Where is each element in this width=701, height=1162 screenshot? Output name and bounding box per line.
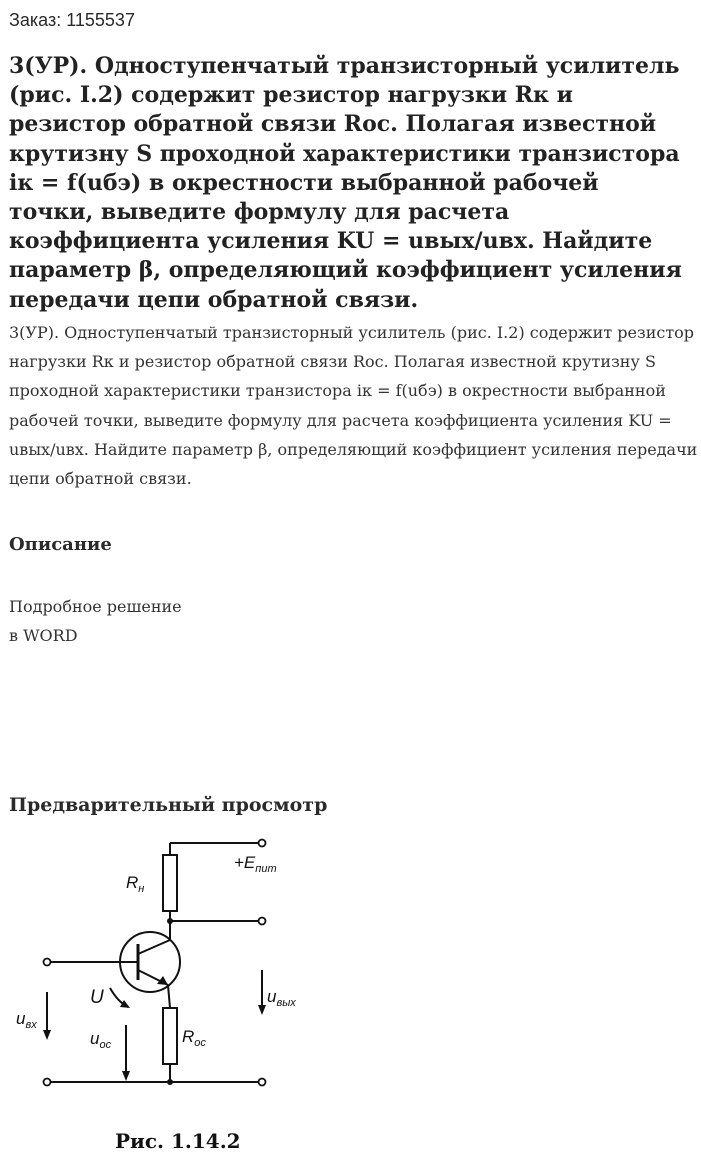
circuit-wires bbox=[47, 843, 262, 1082]
uin-label: $u_{вх}$ bbox=[16, 1009, 37, 1031]
order-number: Заказ: 1155537 bbox=[9, 10, 135, 30]
rn-label: $R_н$ bbox=[126, 873, 145, 895]
preview-section-title: Предварительный просмотр bbox=[9, 794, 328, 816]
circuit-diagram bbox=[0, 820, 340, 1162]
task-heading: 3(УР). Одноступенчатый транзисторный усилитель (рис. I.2) содержит резистор нагрузки Rк и резистор обратной связи Rос. Полагая известной крутизну S проходной характеристики транзистора iк = f(uбэ) в окрестности выбранной рабочей точки, выведите формулу для расчета коэффициента усиления KU = uвых/uвх. Найдите параметр β, определяющий коэффициент усиления передачи цепи обратной связи. bbox=[9, 53, 682, 313]
task-description: 3(УР). Одноступенчатый транзисторный усилитель (рис. I.2) содержит резистор нагрузки Rк и резистор обратной связи Rос. Полагая известной крутизну S проходной характеристики транзистора iк = f(uбэ) в окрестности выбранной рабочей точки, выведите формулу для расчета коэффициента усиления KU = uвых/uвх. Найдите параметр β, определяющий коэффициент усиления передачи цепи обратной связи. bbox=[9, 323, 698, 489]
description-line-solution: Подробное решение bbox=[9, 597, 182, 616]
ros-label: $R_{ос}$ bbox=[182, 1027, 206, 1049]
u-label: U bbox=[90, 987, 104, 1008]
uos-label: $u_{ос}$ bbox=[90, 1029, 112, 1051]
figure-caption: Рис. 1.14.2 bbox=[115, 1129, 241, 1153]
description-line-format: в WORD bbox=[9, 626, 78, 645]
description-section-title: Описание bbox=[9, 534, 112, 555]
uout-label: $u_{вых}$ bbox=[267, 987, 296, 1009]
epit-label: $+E_{пит}$ bbox=[234, 853, 277, 875]
